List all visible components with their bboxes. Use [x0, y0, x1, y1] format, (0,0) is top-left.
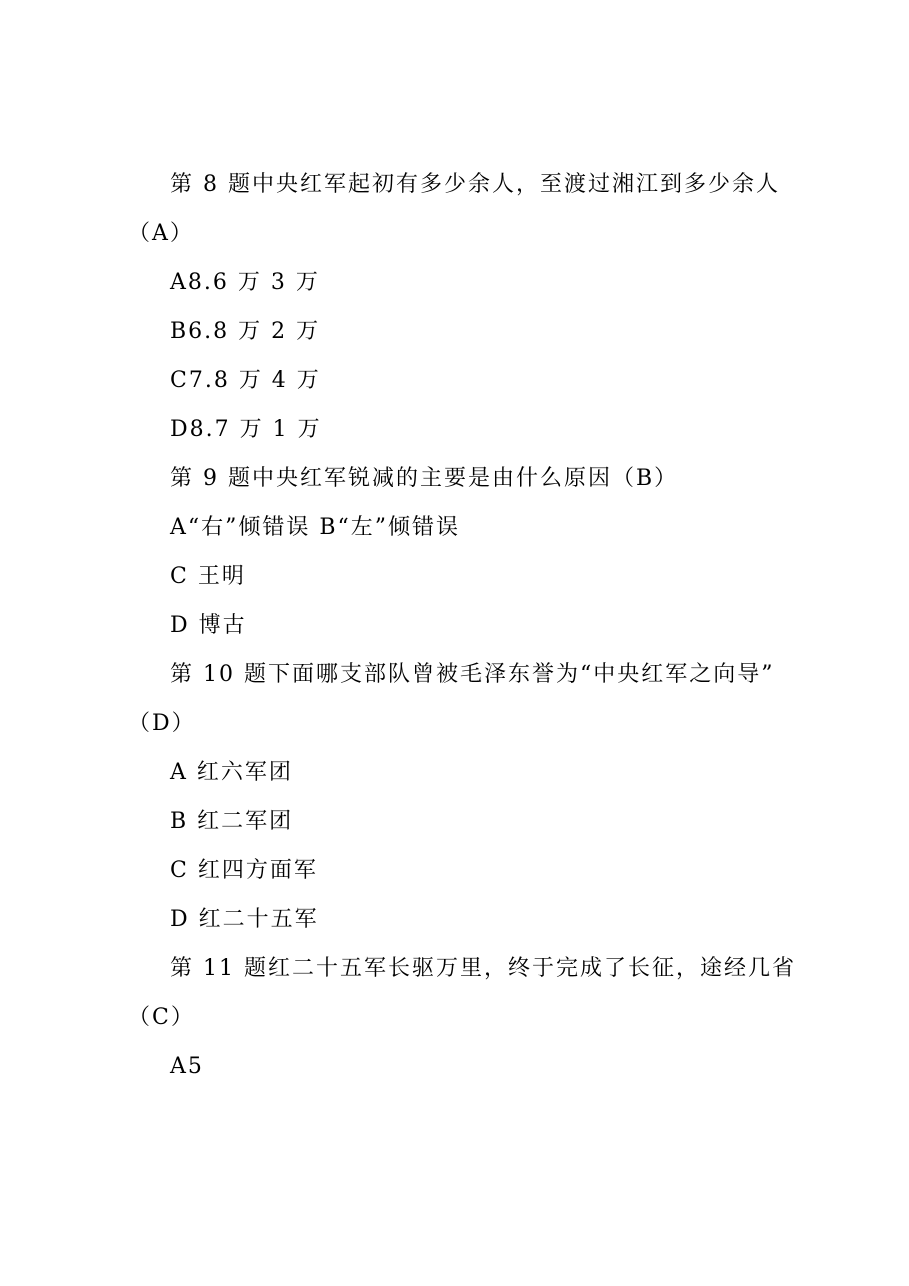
question-8-answer: （A） — [128, 221, 194, 246]
question-10-text: 第 10 题下面哪支部队曾被毛泽东誉为“中央红军之向导” — [170, 662, 775, 687]
question-10-option-b: B 红二军团 — [170, 809, 294, 834]
question-11-text: 第 11 题红二十五军长驱万里，终于完成了长征，途经几省 — [170, 956, 796, 981]
question-8-option-d: D8.7 万 1 万 — [170, 417, 322, 442]
question-9-option-c: C 王明 — [170, 564, 246, 589]
question-8-option-b: B6.8 万 2 万 — [170, 319, 321, 344]
question-9-text: 第 9 题中央红军锐减的主要是由什么原因（B） — [170, 466, 679, 491]
question-10-answer: （D） — [128, 711, 196, 736]
question-10-option-c: C 红四方面军 — [170, 858, 318, 883]
question-11-option-a: A5 — [170, 1054, 204, 1079]
question-9-option-ab: A“右”倾错误 B“左”倾错误 — [170, 515, 461, 540]
question-11-answer: （C） — [128, 1005, 195, 1030]
question-10-option-a: A 红六军团 — [170, 760, 293, 785]
question-9-option-d: D 博古 — [170, 613, 247, 638]
question-8-option-a: A8.6 万 3 万 — [170, 270, 320, 295]
question-8-option-c: C7.8 万 4 万 — [170, 368, 321, 393]
question-8-text: 第 8 题中央红军起初有多少余人，至渡过湘江到多少余人 — [170, 172, 780, 197]
question-10-option-d: D 红二十五军 — [170, 907, 319, 932]
